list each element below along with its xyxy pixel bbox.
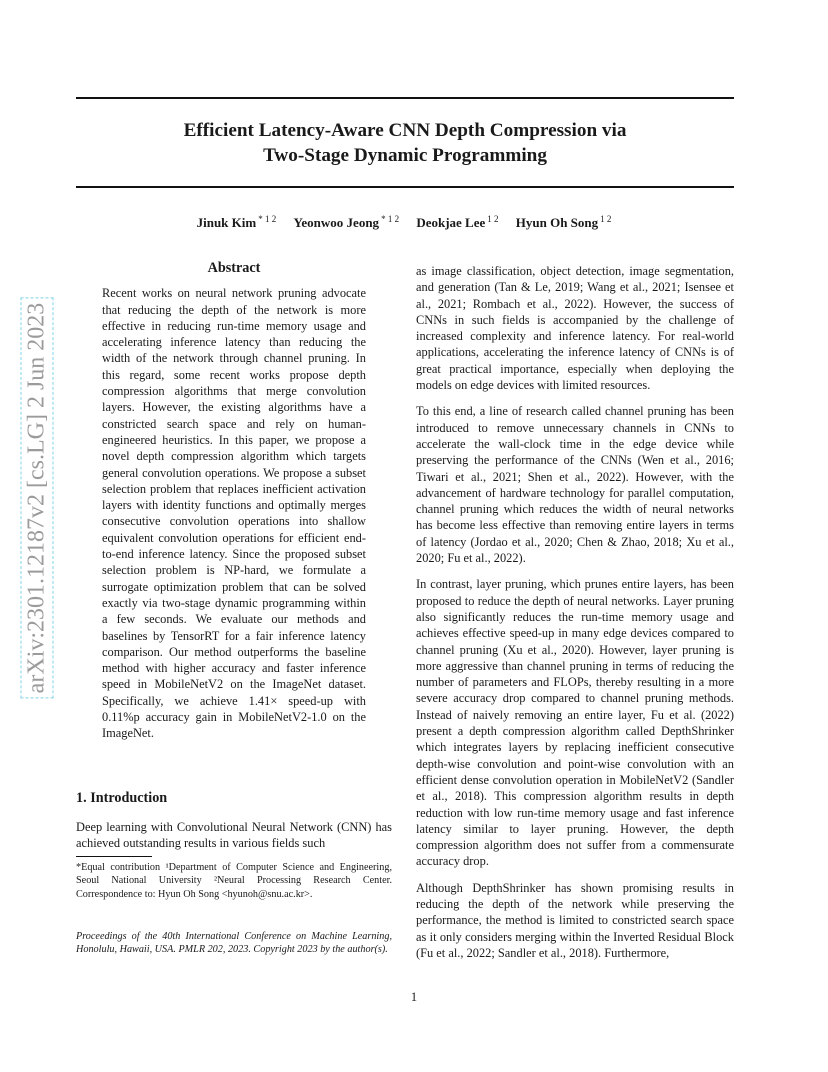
right-column <box>416 263 734 971</box>
title-line-2: Two-Stage Dynamic Programming <box>263 145 547 166</box>
introduction-paragraph: Deep learning with Convolutional Neural Network (CNN) has achieved outstanding results in various fields such <box>76 820 392 851</box>
body-paragraph-1: as image classification, object detection, image segmentation, and generation (Tan & Le, 2019; Wang et al., 2021; Isensee et al., 2021; Rombach et al., 2022). However, the success of CNNs in such fields is accompanied by the challenge of increased complexity and inference latency. For real-world applications, accelerating the inference latency of CNNs is of great practical importance, especially when deploying the models on edge devices with limited resources. <box>416 264 734 393</box>
author-affiliation: * 1 2 <box>258 214 277 224</box>
top-rule <box>76 97 734 99</box>
proceedings-text: Proceedings of the 40th International Conference on Machine Learning, Honolulu, Hawaii, USA. PMLR 202, 2023. Copyright 2023 by the author(s). <box>76 931 392 956</box>
author-name: Deokjae Lee <box>416 215 486 230</box>
arxiv-stamp[interactable] <box>19 263 55 733</box>
author-name: Yeonwoo Jeong <box>293 215 380 230</box>
footnote-rule <box>76 856 152 857</box>
author-affiliation: 1 2 <box>487 214 499 224</box>
body-paragraph-4: Although DepthShrinker has shown promising results in reducing the depth of the network while preserving the performance, the method is limited to constricted search space as it only considers merging within the Inverted Residual Block (Fu et al., 2022; Sandler et al., 2018). Furthermore, <box>416 880 734 960</box>
author-name: Hyun Oh Song <box>515 215 599 230</box>
abstract-heading: Abstract <box>207 260 261 276</box>
section-heading-introduction: 1. Introduction <box>76 790 168 806</box>
body-paragraph-2: To this end, a line of research called channel pruning has been introduced to remove unnecessary channels in CNNs to accelerate the wall-clock time in the edge device while preserving the performance of the CNNs (Wen et al., 2016; Tiwari et al., 2021; Shen et al., 2022). However, with the advancement of hardware technology for parallel computation, channel pruning which reduces the width of neural networks has become less effective than removing entire layers in terms of latency (Jordao et al., 2020; Chen & Zhao, 2018; Xu et al., 2020; Fu et al., 2022). <box>416 404 734 566</box>
author-name: Jinuk Kim <box>196 215 257 230</box>
left-column <box>76 260 392 742</box>
author-affiliation: 1 2 <box>600 214 612 224</box>
author-list <box>76 214 734 231</box>
page-number: 1 <box>410 990 418 1004</box>
abstract-text: Recent works on neural network pruning advocate that reducing the depth of the network is more effective in reducing run-time memory usage and accelerating inference latency than reducing the width of the network through channel pruning. In this regard, some recent works propose depth compression algorithms that merge convolution layers. However, the existing algorithms have a constricted search space and rely on human-engineered heuristics. In this paper, we propose a novel depth compression algorithm which targets general convolution operations. We propose a subset selection problem that replaces inefficient activation layers with identity functions and optimally merges consecutive convolution operations into shallow equivalent convolution operations for efficient end-to-end inference latency. Since the proposed subset selection problem is NP-hard, we formulate a surrogate optimization problem that can be solved exactly via two-stage dynamic programming within a few seconds. We evaluate our methods and baselines by TensorRT for a fair inference latency comparison. Our method outperforms the baseline method with higher accuracy and faster inference speed in MobileNetV2 on the ImageNet dataset. Specifically, we achieve 1.41× speed-up with 0.11%p accuracy gain in MobileNetV2-1.0 on the ImageNet. <box>102 286 366 741</box>
author-4 <box>516 215 614 230</box>
arxiv-identifier[interactable]: arXiv:2301.12187v2 [cs.LG] 2 Jun 2023 <box>21 298 54 699</box>
paper-title <box>76 118 734 168</box>
footnote: *Equal contribution ¹Department of Computer Science and Engineering, Seoul National University ²Neural Processing Research Center. Correspondence to: Hyun Oh Song <hyunoh@snu.ac.kr>. <box>76 862 392 900</box>
body-paragraph-3: In contrast, layer pruning, which prunes entire layers, has been proposed to reduce the depth of neural networks. Layer pruning also significantly reduces the run-time memory usage and achieves effective speed-up in many edge devices compared to channel pruning (Xu et al., 2020). However, layer pruning is more aggressive than channel pruning in terms of reducing the number of parameters and FLOPs, thereby resulting in a more severe accuracy drop compared to channel pruning methods. Instead of naively removing an entire layer, Fu et al. (2022) present a depth compression algorithm called DepthShrinker which integrates layers by replacing inefficient consecutive depth-wise convolution and point-wise convolution with an efficient dense convolution operation in MobileNetV2 (Sandler et al., 2018). This compression algorithm results in depth reduction with low run-time memory usage and fast inference latency similar to layer pruning. However, the depth compression algorithm does not suffer from a commensurate accuracy drop. <box>416 577 734 869</box>
author-2 <box>293 215 401 230</box>
author-3 <box>416 215 500 230</box>
proceedings-note <box>76 930 392 957</box>
author-affiliation: * 1 2 <box>381 214 400 224</box>
bottom-title-rule <box>76 186 734 188</box>
title-line-1: Efficient Latency-Aware CNN Depth Compression via <box>183 120 627 141</box>
author-1 <box>197 215 279 230</box>
